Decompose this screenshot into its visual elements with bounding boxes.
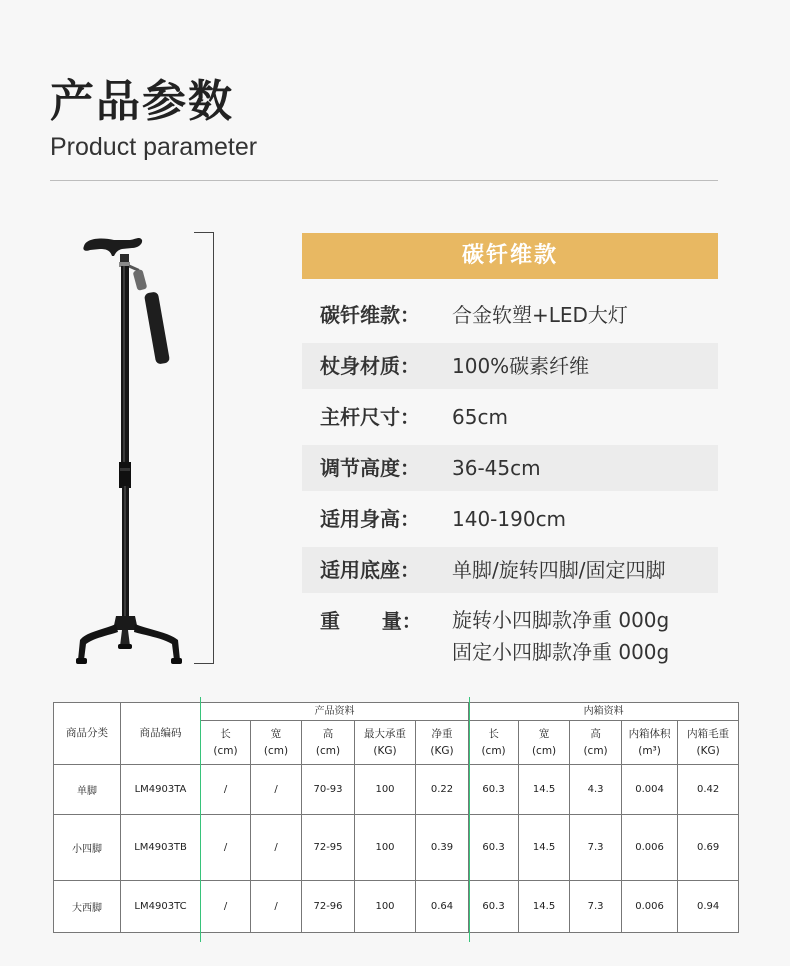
spec-value: 合金软塑+LED大灯 [452, 303, 628, 327]
table-cell: 0.64 [416, 881, 469, 933]
table-row [54, 815, 739, 881]
spec-value: 36-45cm [452, 456, 541, 480]
table-cell: / [201, 881, 251, 933]
spec-label: 调节高度： [320, 456, 420, 480]
title-divider [50, 180, 718, 181]
header-sub: 长 (cm) [201, 721, 251, 765]
table-cell: 0.006 [622, 881, 678, 933]
table-cell: 0.006 [622, 815, 678, 881]
header-box-group: 内箱资料 [469, 703, 739, 721]
table-cell: 72-96 [302, 881, 355, 933]
table-cell: 小四脚 [54, 815, 121, 881]
table-cell: LM4903TB [121, 815, 201, 881]
table-cell: 100 [355, 815, 416, 881]
spec-value: 100%碳素纤维 [452, 354, 590, 378]
spec-value: 旋转小四脚款净重 000g [452, 608, 670, 632]
header-sub: 净重 (KG) [416, 721, 469, 765]
spec-value: 单脚/旋转四脚/固定四脚 [452, 558, 666, 582]
table-cell: 0.004 [622, 765, 678, 815]
spec-row-adjust-height [302, 445, 718, 491]
header-category: 商品分类 [54, 703, 121, 765]
header-product-group: 产品资料 [201, 703, 469, 721]
table-cell: / [251, 815, 302, 881]
spec-label: 碳钎维款： [320, 303, 420, 327]
guide-line [200, 697, 201, 942]
header-sub: 宽 (cm) [519, 721, 570, 765]
table-cell: LM4903TA [121, 765, 201, 815]
table-row [54, 881, 739, 933]
table-cell: 100 [355, 765, 416, 815]
table-cell: 60.3 [469, 881, 519, 933]
table-cell: LM4903TC [121, 881, 201, 933]
packaging-table [53, 702, 738, 933]
header-sub: 宽 (cm) [251, 721, 302, 765]
table-cell: / [201, 765, 251, 815]
table-cell: 7.3 [570, 881, 622, 933]
spec-value-2: 固定小四脚款净重 000g [452, 640, 670, 664]
header-sub: 内箱毛重 (KG) [678, 721, 739, 765]
height-bracket [194, 232, 214, 664]
spec-label: 主杆尺寸： [320, 405, 420, 429]
table-row [54, 765, 739, 815]
spec-row-model [302, 292, 718, 338]
spec-value: 140-190cm [452, 507, 567, 531]
spec-row-shaft-size [302, 394, 718, 440]
header-sub: 长 (cm) [469, 721, 519, 765]
table-cell: 0.69 [678, 815, 739, 881]
table-cell: / [251, 881, 302, 933]
table-cell: 100 [355, 881, 416, 933]
table-cell: 单脚 [54, 765, 121, 815]
table-cell: 14.5 [519, 881, 570, 933]
table-cell: 60.3 [469, 765, 519, 815]
table-cell: 70-93 [302, 765, 355, 815]
table-cell: / [201, 815, 251, 881]
header-sub: 内箱体积 (m³) [622, 721, 678, 765]
spec-label: 重 量： [320, 609, 422, 633]
table-cell: 大西脚 [54, 881, 121, 933]
table-cell: 14.5 [519, 765, 570, 815]
header-sub: 最大承重 (KG) [355, 721, 416, 765]
spec-label: 杖身材质： [320, 354, 420, 378]
table-cell: / [251, 765, 302, 815]
header-sub: 高 (cm) [302, 721, 355, 765]
spec-row-weight [302, 598, 718, 674]
spec-row-user-height [302, 496, 718, 542]
table-cell: 60.3 [469, 815, 519, 881]
table-cell: 0.22 [416, 765, 469, 815]
table-cell: 4.3 [570, 765, 622, 815]
header-code: 商品编码 [121, 703, 201, 765]
table-cell: 72-95 [302, 815, 355, 881]
spec-header: 碳钎维款 [302, 233, 718, 279]
page-subtitle: Product parameter [50, 133, 258, 161]
spec-label: 适用身高： [320, 507, 420, 531]
spec-label: 适用底座： [320, 558, 420, 582]
guide-line [469, 697, 470, 942]
spec-row-base [302, 547, 718, 593]
spec-value: 65cm [452, 405, 508, 429]
table-cell: 0.94 [678, 881, 739, 933]
spec-row-material [302, 343, 718, 389]
table-cell: 14.5 [519, 815, 570, 881]
table-cell: 0.39 [416, 815, 469, 881]
table-cell: 7.3 [570, 815, 622, 881]
table-cell: 0.42 [678, 765, 739, 815]
page-title: 产品参数 [50, 76, 234, 127]
header-sub: 高 (cm) [570, 721, 622, 765]
